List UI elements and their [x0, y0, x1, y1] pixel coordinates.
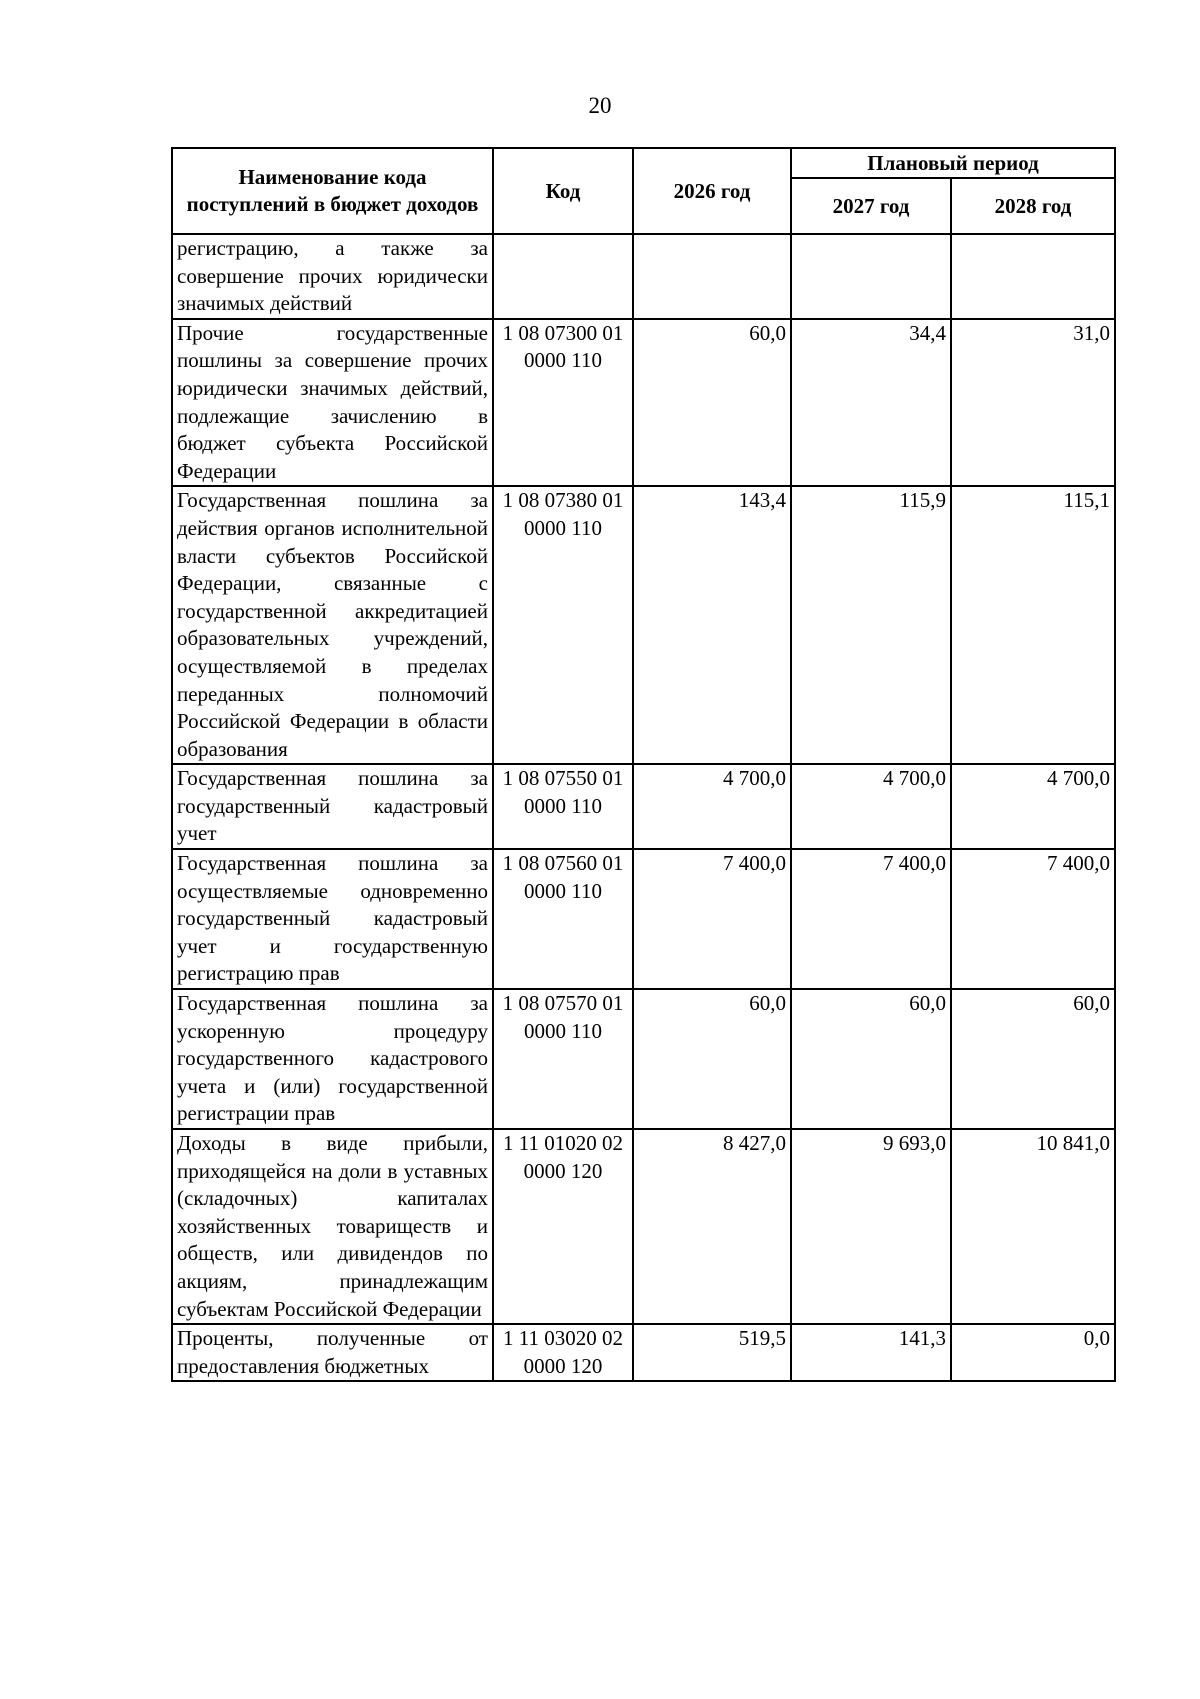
row-value-2027: 141,3 — [791, 1324, 951, 1381]
row-value-2027: 60,0 — [791, 989, 951, 1129]
row-value-2028: 115,1 — [951, 486, 1115, 764]
table-row — [172, 764, 1115, 849]
header-planned-period: Плановый период — [791, 148, 1115, 178]
row-value-2027: 9 693,0 — [791, 1129, 951, 1324]
row-value-2026 — [633, 234, 791, 319]
row-name: Государственная пошлина за ускоренную процедуру государственного кадастрового учета и (или) государственной регистрации прав — [172, 989, 493, 1129]
row-value-2026: 7 400,0 — [633, 849, 791, 989]
header-2026: 2026 год — [633, 148, 791, 234]
row-value-2026: 4 700,0 — [633, 764, 791, 849]
row-value-2027: 4 700,0 — [791, 764, 951, 849]
row-code — [493, 234, 633, 319]
header-2028: 2028 год — [951, 178, 1115, 234]
row-name: Прочие государственные пошлины за совершение прочих юридически значимых действий, подлежащие зачислению в бюджет субъекта Российской Федерации — [172, 319, 493, 487]
table-row — [172, 319, 1115, 487]
row-value-2028 — [951, 234, 1115, 319]
row-name: Государственная пошлина за государственный кадастровый учет — [172, 764, 493, 849]
row-value-2028: 31,0 — [951, 319, 1115, 487]
table-row — [172, 1129, 1115, 1324]
row-value-2028: 0,0 — [951, 1324, 1115, 1381]
table-row — [172, 989, 1115, 1129]
row-name: Государственная пошлина за осуществляемые одновременно государственный кадастровый учет и государственную регистрацию прав — [172, 849, 493, 989]
table-row — [172, 849, 1115, 989]
row-value-2026: 8 427,0 — [633, 1129, 791, 1324]
row-code: 1 11 01020 02 0000 120 — [493, 1129, 633, 1324]
row-name: Государственная пошлина за действия органов исполнительной власти субъектов Российской Федерации, связанные с государственной аккредитацией образовательных учреждений, осуществляемой в пределах переданных полномочий Российской Федерации в области образования — [172, 486, 493, 764]
row-value-2028: 7 400,0 — [951, 849, 1115, 989]
row-name: регистрацию, а также за совершение прочих юридически значимых действий — [172, 234, 493, 319]
row-value-2026: 143,4 — [633, 486, 791, 764]
row-value-2028: 4 700,0 — [951, 764, 1115, 849]
row-value-2026: 60,0 — [633, 319, 791, 487]
row-value-2028: 60,0 — [951, 989, 1115, 1129]
header-name: Наименование кода поступлений в бюджет доходов — [172, 148, 493, 234]
row-value-2027: 7 400,0 — [791, 849, 951, 989]
row-code: 1 08 07550 01 0000 110 — [493, 764, 633, 849]
row-value-2027: 34,4 — [791, 319, 951, 487]
row-code: 1 08 07570 01 0000 110 — [493, 989, 633, 1129]
table-row — [172, 1324, 1115, 1381]
table-row — [172, 486, 1115, 764]
header-code: Код — [493, 148, 633, 234]
row-value-2027: 115,9 — [791, 486, 951, 764]
row-code: 1 08 07380 01 0000 110 — [493, 486, 633, 764]
header-2027: 2027 год — [791, 178, 951, 234]
page-number: 20 — [588, 93, 612, 118]
row-code: 1 11 03020 02 0000 120 — [493, 1324, 633, 1381]
revenue-table — [171, 147, 1116, 1382]
row-value-2028: 10 841,0 — [951, 1129, 1115, 1324]
row-value-2027 — [791, 234, 951, 319]
row-code: 1 08 07560 01 0000 110 — [493, 849, 633, 989]
table-row — [172, 234, 1115, 319]
row-value-2026: 519,5 — [633, 1324, 791, 1381]
row-name: Доходы в виде прибыли, приходящейся на доли в уставных (складочных) капиталах хозяйственных товариществ и обществ, или дивидендов по акциям, принадлежащим субъектам Российской Федерации — [172, 1129, 493, 1324]
row-value-2026: 60,0 — [633, 989, 791, 1129]
row-name: Проценты, полученные от предоставления бюджетных — [172, 1324, 493, 1381]
row-code: 1 08 07300 01 0000 110 — [493, 319, 633, 487]
